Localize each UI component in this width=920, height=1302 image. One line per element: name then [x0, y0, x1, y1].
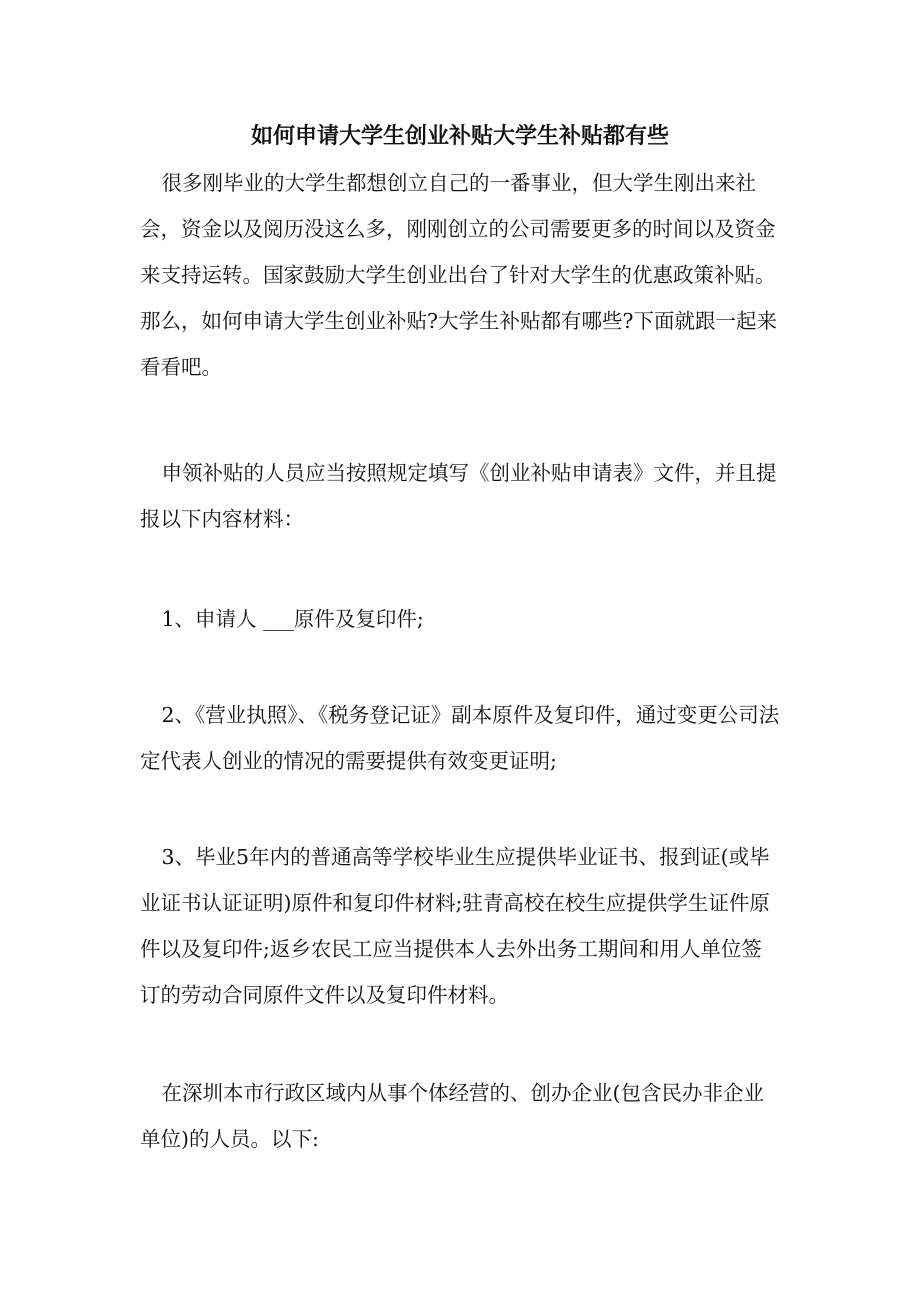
paragraph-application-materials: 申领补贴的人员应当按照规定填写《创业补贴申请表》文件，并且提报以下内容材料： — [140, 461, 777, 531]
list-item-3: 3、毕业5年内的普通高等学校毕业生应提供毕业证书、报到证(或毕业证书认证证明)原件和复印件材料;驻青高校在校生应提供学生证件原件以及复印件;返乡农民工应当提供本人去外出务工期间和用人单位签订的劳动合同原件文件以及复印件材料。 — [140, 845, 770, 1007]
list-item-2: 2、《营业执照》、《税务登记证》副本原件及复印件，通过变更公司法定代表人创业的情况的需要提供有效变更证明; — [140, 703, 780, 773]
paragraph-eligibility: 在深圳本市行政区域内从事个体经营的、创办企业(包含民办非企业单位)的人员。以下: — [140, 1081, 765, 1151]
paragraph-intro: 很多刚毕业的大学生都想创立自己的一番事业，但大学生刚出来社会，资金以及阅历没这么多，刚刚创立的公司需要更多的时间以及资金来支持运转。国家鼓励大学生创业出台了针对大学生的优惠政策补贴。那么，如何申请大学生创业补贴?大学生补贴都有哪些?下面就跟一起来看看吧。 — [140, 171, 777, 379]
document-title: 如何申请大学生创业补贴大学生补贴都有些 — [250, 123, 669, 149]
list-item-1: 1、申请人 ___原件及复印件; — [161, 607, 424, 631]
